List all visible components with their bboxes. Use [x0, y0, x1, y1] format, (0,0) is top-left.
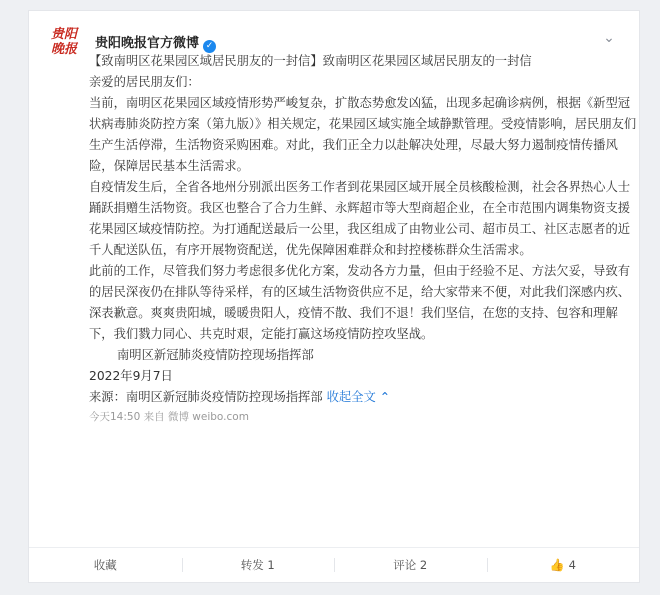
source-line: [89, 387, 639, 408]
avatar-text-line-1: 贵阳: [50, 27, 77, 42]
post-action-bar: [29, 547, 639, 582]
avatar-text-line-2: 晚报: [50, 42, 77, 57]
verified-badge-icon: ✓: [203, 40, 216, 53]
comment-button[interactable]: [334, 548, 487, 582]
post-meta: [89, 408, 639, 426]
paragraph-2: 自疫情发生后，全省各地州分别派出医务工作者到花果园区域开展全员核酸检测，社会各界热心人士踊跃捐赠生活物资。我区也整合了合力生鲜、永辉超市等大型商超企业，在全市范围内调集物资支援花果园区域疫情防控。为打通配送最后一公里，我区组成了由物业公司、超市员工、社区志愿者的近千人配送队伍，有序开展物资配送，优先保障困难群众和封控楼栋群众生活需求。: [89, 180, 631, 257]
repost-button[interactable]: [182, 548, 335, 582]
post-title-line: 【致南明区花果园区域居民朋友的一封信】致南明区花果园区域居民朋友的一封信: [89, 54, 532, 68]
salutation: 亲爱的居民朋友们：: [89, 75, 200, 89]
like-count: 4: [568, 558, 576, 572]
weibo-post-card: [28, 10, 640, 583]
chevron-up-icon: ⌃: [379, 390, 391, 404]
repost-label: 转发 1: [240, 558, 275, 572]
paragraph-1: 当前，南明区花果园区域疫情形势严峻复杂，扩散态势愈发凶猛，出现多起确诊病例，根据《新型冠状病毒肺炎防控方案（第九版）》相关规定，花果园区域实施全域静默管理。受疫情影响，居民朋友们生产生活停滞，生活物资采购困难。对此，我们正全力以赴解决处理，尽最大努力遏制疫情传播风险，保障居民基本生活需求。: [89, 96, 637, 173]
source-text: 来源：南明区新冠肺炎疫情防控现场指挥部: [89, 390, 323, 404]
chevron-down-icon[interactable]: ⌄: [603, 30, 615, 46]
like-button[interactable]: [487, 548, 640, 582]
favorite-button[interactable]: [29, 548, 182, 582]
username-link[interactable]: 贵阳晚报官方微博: [95, 36, 200, 51]
post-client[interactable]: 微博 weibo.com: [167, 411, 249, 423]
username-row: [95, 32, 216, 53]
collapse-label: 收起全文: [326, 390, 376, 404]
letter-date: 2022年9月7日: [89, 369, 173, 383]
comment-label: 评论 2: [393, 558, 428, 572]
paragraph-3: 此前的工作，尽管我们努力考虑很多优化方案，发动各方力量，但由于经验不足、方法欠妥，导致有的居民深夜仍在排队等待采样，有的区域生活物资供应不足，给大家带来不便，对此我们深感内疚、深表歉意。爽爽贵阳城，暖暖贵阳人，疫情不散、我们不退！我们坚信，在您的支持、包容和理解下，我们戮力同心、共克时艰，定能打赢这场疫情防控攻坚战。: [89, 264, 631, 341]
thumbs-up-icon: 👍: [549, 558, 565, 572]
avatar[interactable]: [45, 23, 83, 61]
post-body: [89, 51, 639, 426]
favorite-label: 收藏: [93, 558, 117, 572]
collapse-full-text-link[interactable]: [327, 390, 390, 404]
post-time[interactable]: 今天14:50: [89, 411, 141, 423]
from-label: 来自: [143, 411, 165, 423]
signature: 南明区新冠肺炎疫情防控现场指挥部: [117, 348, 314, 362]
